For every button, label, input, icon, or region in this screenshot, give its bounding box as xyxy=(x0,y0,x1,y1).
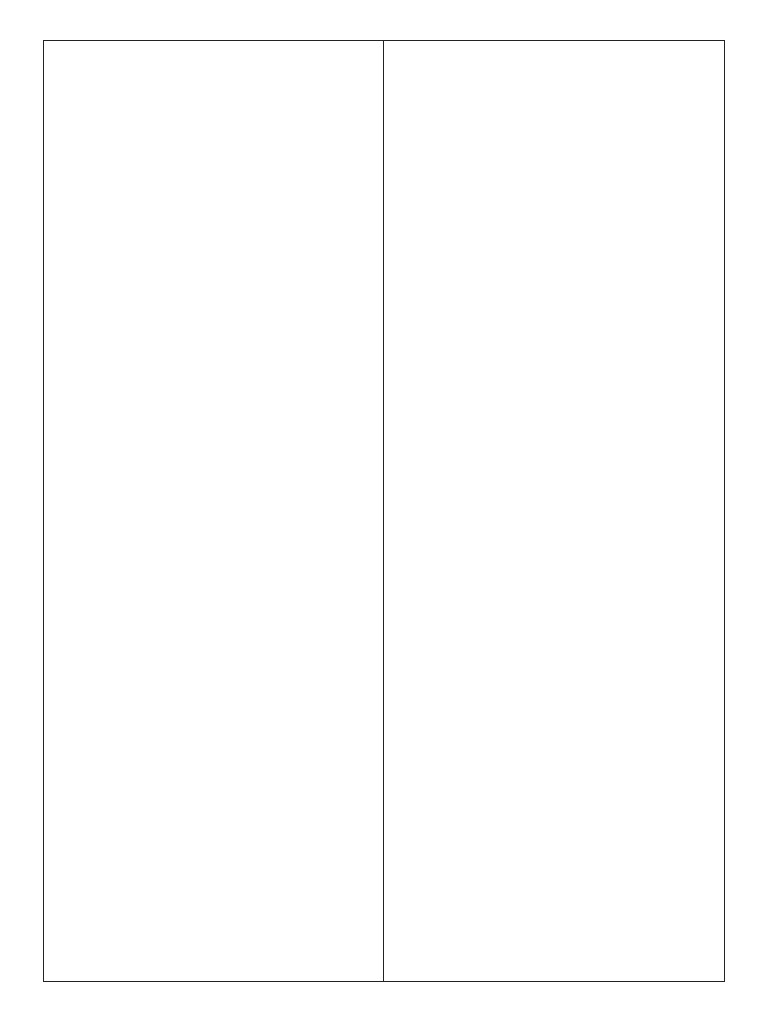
column-divider xyxy=(383,40,384,982)
answer-key-page xyxy=(43,40,725,982)
